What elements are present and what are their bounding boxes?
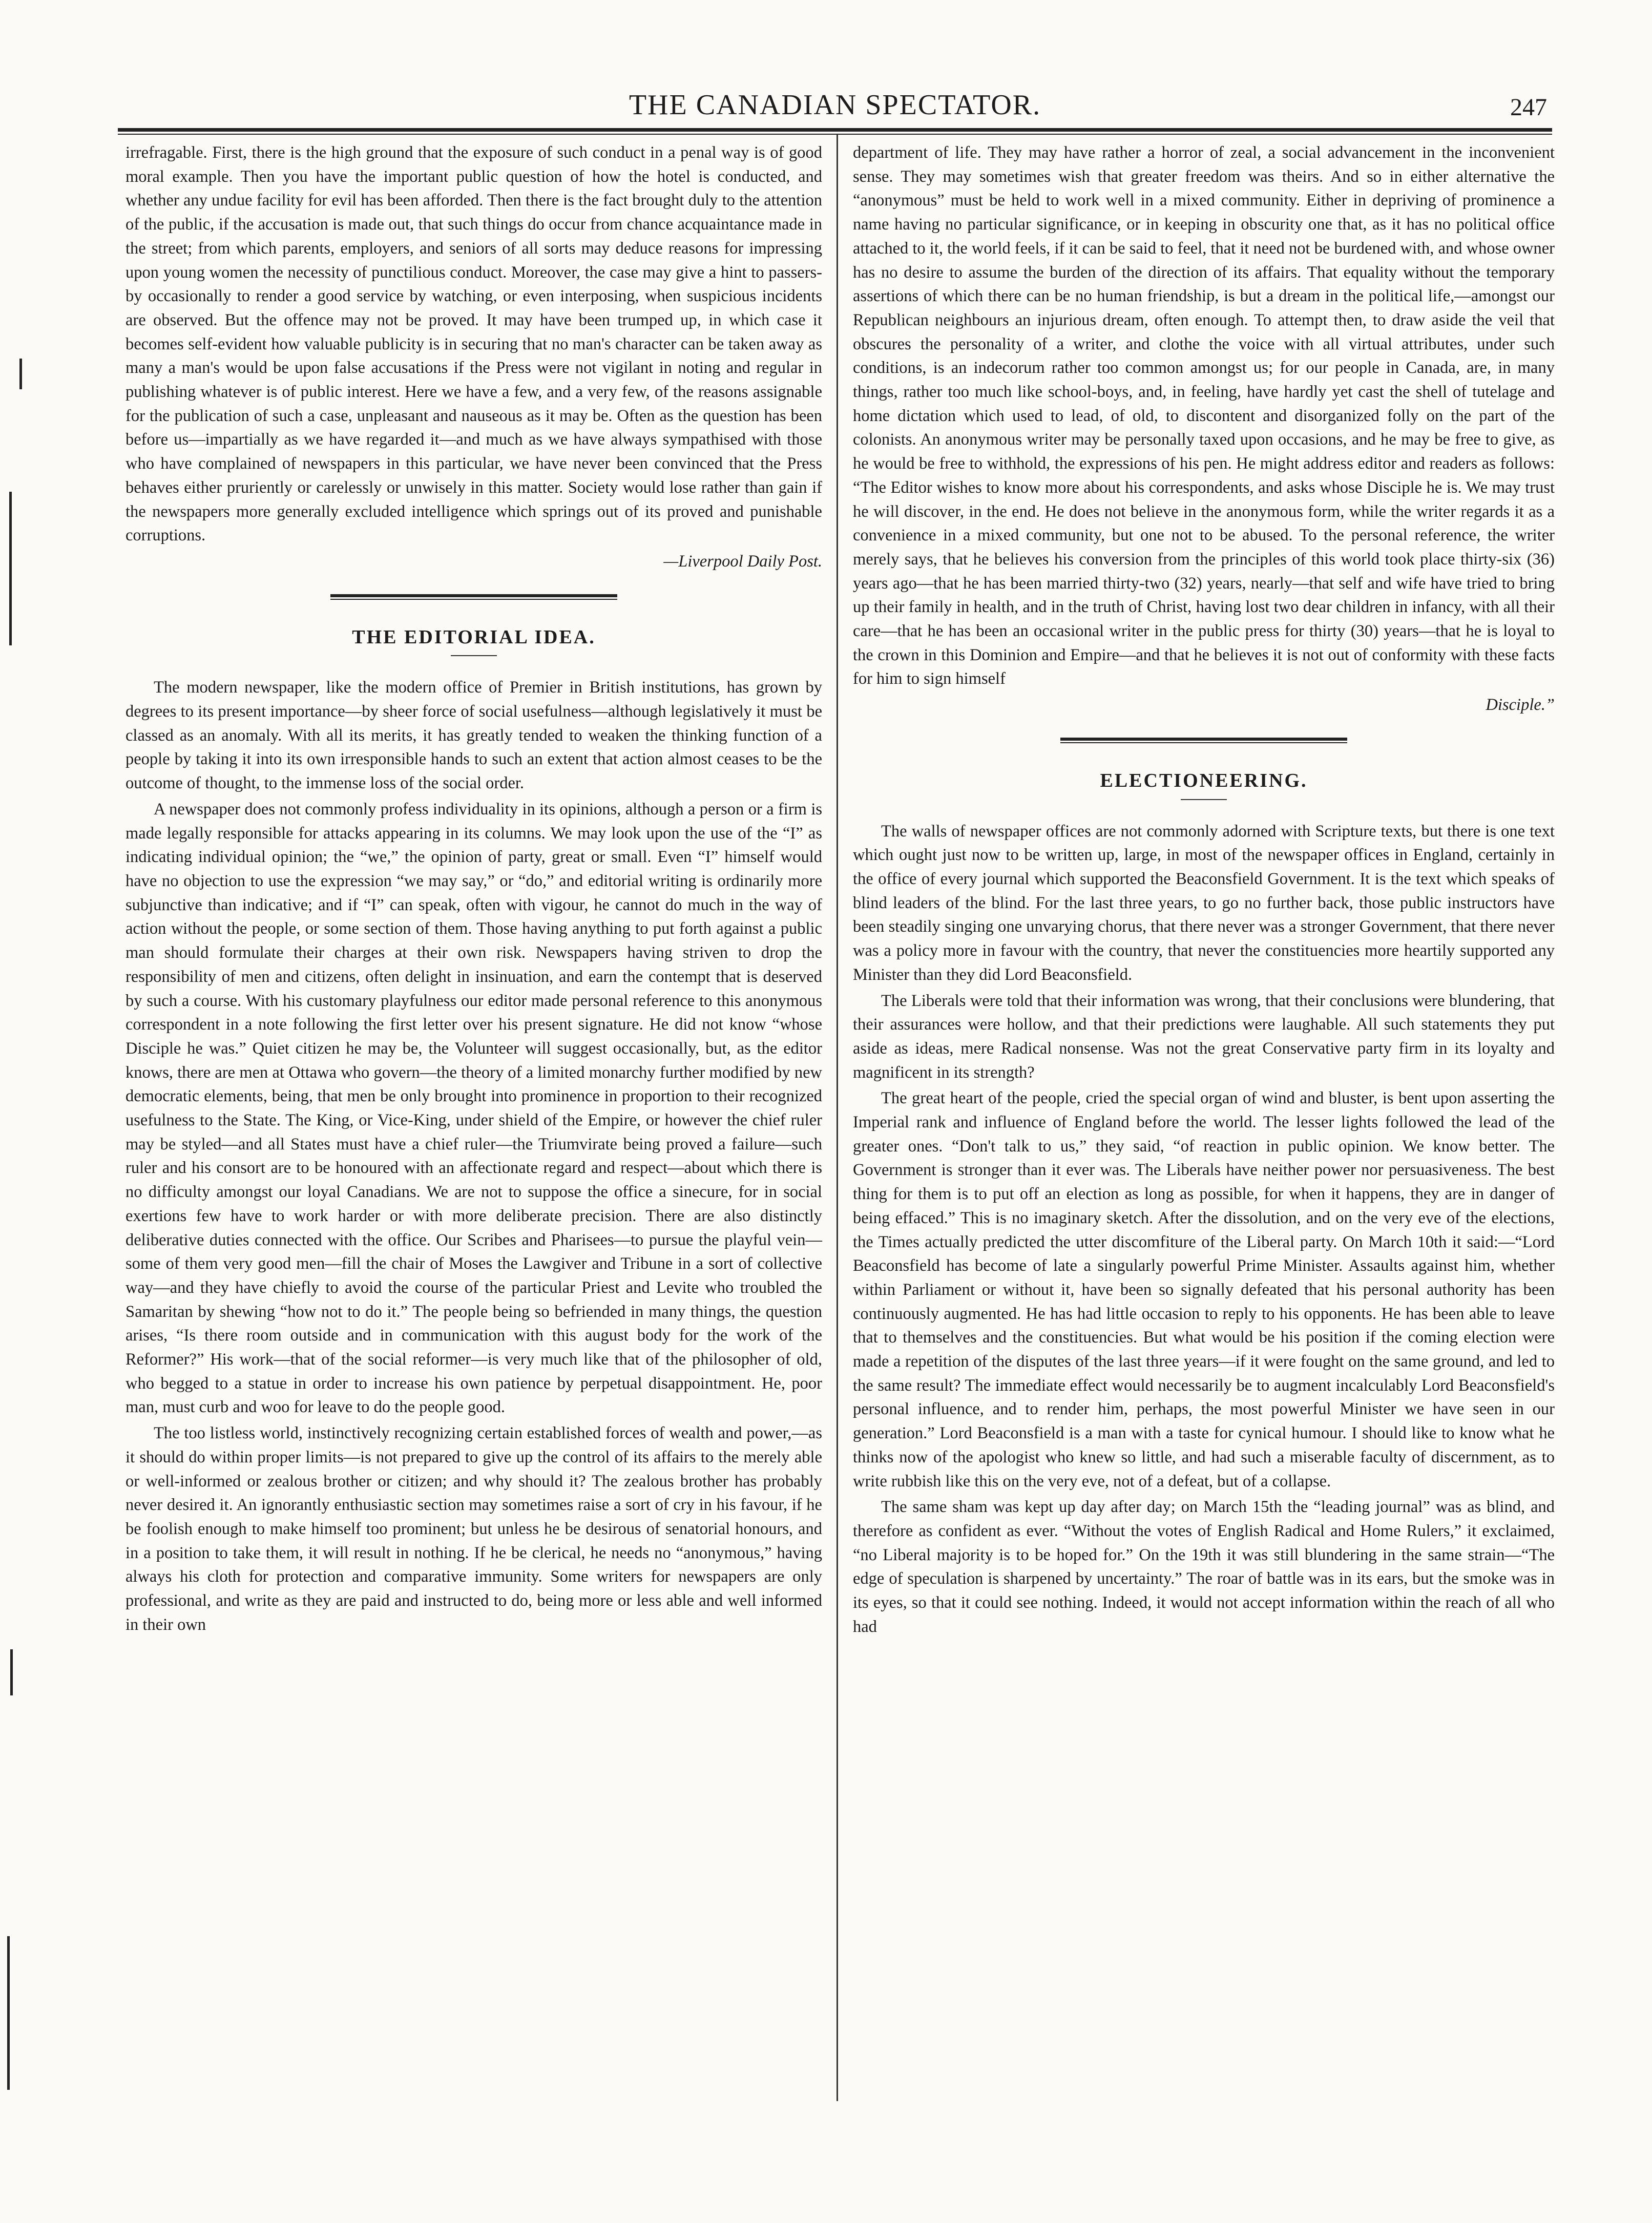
heading-underline xyxy=(1181,799,1227,800)
publication-title: THE CANADIAN SPECTATOR. xyxy=(629,89,1041,121)
article-paragraph: irrefragable. First, there is the high ground that the exposure of such conduct in a penal way is of good moral example. Then you have the important public question of how the hotel is conducted, and whether any undue facility for evil has been afforded. Then there is the fact brought duly to the attention of the public, if the accusation is made out, that such things do occur from chance acquaintance made in the street; from which parents, employers, and seniors of all sorts may deduce reasons for impressing upon young women the necessity of punctilious conduct. Moreover, the case may give a hint to passers-by occasionally to render a good service by watching, or even interposing, when suspicious incidents are observed. But the offence may not be proved. It may have been trumped up, in which case it becomes self-evident how valuable publicity is in securing that no man's character can be taken away as many a man's would be upon false accusations if the Press were not vigilant in noting and regular in publishing whatever is of public interest. Here we have a few, and a very few, of the reasons assignable for the publication of such a case, unpleasant and nauseous as it may be. Often as the question has been before us—impartially as we have regarded it—and much as we have always sympathised with those who have complained of newspapers in this particular, we have never been convinced that the Press behaves either pruriently or carelessly or unwisely in this matter. Society would lose rather than gain if the newspapers more generally excluded intelligence which springs out of its proved and punishable corruptions. xyxy=(126,143,822,545)
article-paragraph: department of life. They may have rather a horror of zeal, a social advancement in the inconvenient sense. They may sometimes wish that greater freedom was theirs. And so in either alternative the “anonymous” must be held to work well in a mixed community. Either in depriving of prominence a name having no particular significance, or in keeping in obscurity one that, as it has no political office attached to it, the world feels, if it can be said to feel, that it need not be burdened with, and whose owner has no desire to assume the burden of the direction of its affairs. That equality without the temporary assertions of which there can be no human friendship, is but a dream in the political life,—amongst our Republican neighbours an injurious dream, often enough. To attempt then, to draw aside the veil that obscures the personality of a writer, and clothe the voice with all virtual attributes, under such conditions, is an indecorum rather too common amongst us; for our people in Canada, are, in many things, rather too much like school-boys, and, in feeling, have hardly yet cast the shell of tutelage and home dictation which used to lead, of old, to discontent and disorganized folly on the part of the colonists. An anonymous writer may be personally taxed upon occasions, and he may be free to give, as he would be free to withhold, the expressions of his pen. He might address editor and readers as follows: “The Editor wishes to know more about his correspondents, and asks whose Disciple he is. We may trust he will discover, in the end. He does not believe in the anonymous form, while the writer regards it as a convenience in a mixed community, but one not to be abused. To the personal reference, the writer merely says, that he believes his conversion from the principles of this world took place thirty-six (36) years ago—that he has been married thirty-two (32) years, nearly—that self and wife have tried to bring up their family in health, and in the truth of Christ, having lost two dear children in infancy, with all their care—that he has been an occasional writer in the public press for thirty (30) years—that he is loyal to the crown in this Dominion and Empire—and that he believes it is not out of conformity with these facts for him to sign himself xyxy=(853,143,1555,688)
section-rule xyxy=(330,594,617,600)
article-paragraph: A newspaper does not commonly profess individuality in its opinions, although a person or a firm is made legally responsible for attacks appearing in its columns. We may look upon the use of the “I” as indicating individual opinion; the “we,” the opinion of party, great or small. Even “I” himself would have no objection to use the expression “we may say,” or “do,” and editorial writing is ordinarily more subjunctive than indicative; and if “I” can speak, often with vigour, he cannot do much in the way of action without the people, or some section of them. Those having anything to put forth against a public man should formulate their charges at their own risk. Newspapers having striven to drop the responsibility of men and citizens, often delight in insinuation, and earn the contempt that is deserved by such a course. With his customary playfulness our editor made personal reference to this anonymous correspondent in a note following the first letter over his present signature. He did not know “whose Disciple he was.” Quiet citizen he may be, the Volunteer will suggest occasionally, but, as the editor knows, there are men at Ottawa who govern—the theory of a limited monarchy further modified by new democratic elements, being, that men be only brought into prominence in proportion to their recognized usefulness to the State. The King, or Vice-King, under shield of the Empire, or however the chief ruler may be styled—and all States must have a chief ruler—the Triumvirate being proved a failure—such ruler and his consort are to be honoured with an affectionate regard and respect—about which there is no difficulty amongst our loyal Canadians. We are not to suppose the office a sinecure, for in social exertions few have to work harder or with more deliberate precision. There are also distinctly deliberative duties connected with the office. Our Scribes and Pharisees—to pursue the playful vein—some of them very good men—fill the chair of Moses the Lawgiver and Tribune in a sort of collective way—and they have chiefly to avoid the course of the particular Priest and Levite who troubled the Samaritan by shewing “how not to do it.” The people being so befriended in many things, the question arises, “Is there room outside and in communication with this august body for the work of the Reformer?” His work—that of the social reformer—is very much like that of the philosopher of old, who begged to a statue in order to increase his own patience by perpetual disappointment. He, poor man, must curb and woo for leave to do the people good. xyxy=(126,800,822,1417)
heading-underline xyxy=(451,655,497,656)
left-column xyxy=(126,141,822,1637)
section-heading-electioneering: ELECTIONEERING. xyxy=(1100,769,1308,791)
margin-mark xyxy=(19,359,22,389)
page-number: 247 xyxy=(1510,94,1547,121)
article-paragraph: The great heart of the people, cried the special organ of wind and bluster, is bent upon asserting the Imperial rank and influence of England before the world. The lesser lights followed the lead of the greater ones. “Don't talk to us,” they said, “of reaction in public opinion. We know better. The Government is stronger than it ever was. The Liberals have neither power nor persuasiveness. The best thing for them is to put off an election as long as possible, for when it happens, they are in danger of being effaced.” This is no imaginary sketch. After the dissolution, and on the very eve of the elections, the Times actually predicted the utter discomfiture of the Liberal party. On March 10th it said:—“Lord Beaconsfield has become of late a singularly powerful Prime Minister. Assaults against him, whether within Parliament or without it, have been so signally defeated that his personal authority has been continuously augmented. He has had little occasion to reply to his opponents. He has been able to leave that to themselves and the constituencies. But what would be his position if the coming election were made a repetition of the disputes of the last three years—if it were fought on the same ground, and led to the same result? The immediate effect would necessarily be to augment incalculably Lord Beaconsfield's personal influence, and to render him, perhaps, the most powerful Minister we have seen in our generation.” Lord Beaconsfield is a man with a taste for cynical humour. I should like to know what he thinks now of the apologist who knew so little, and had such a miserable faculty of discernment, as to write rubbish like this on the very eve, not of a defeat, but of a collapse. xyxy=(853,1089,1555,1491)
article-paragraph: The walls of newspaper offices are not commonly adorned with Scripture texts, but there is one text which ought just now to be written up, large, in most of the newspaper offices in England, certainly in the office of every journal which supported the Beaconsfield Government. It is the text which speaks of blind leaders of the blind. For the last three years, to go no further back, those public instructors have been steadily singing one unvarying chorus, that there never was a stronger Government, that there never was a policy more in favour with the country, that never the constituencies more heartily supported any Minister than they did Lord Beaconsfield. xyxy=(853,822,1555,984)
section-rule xyxy=(1060,738,1347,743)
right-column xyxy=(853,141,1555,1639)
margin-mark xyxy=(10,1649,13,1695)
margin-mark xyxy=(7,1936,10,2090)
article-paragraph: The same sham was kept up day after day; on March 15th the “leading journal” was as blind, and therefore as confident as ever. “Without the votes of English Radical and Home Rulers,” it exclaimed, “no Liberal majority is to be hoped for.” On the 19th it was still blundering in the same strain—“The edge of speculation is sharpened by uncertainty.” The roar of battle was in its ears, but the smoke was in its eyes, so that it could see nothing. Indeed, it would not accept information within the reach of all who had xyxy=(853,1498,1555,1636)
margin-mark xyxy=(9,492,12,645)
article-paragraph: The too listless world, instinctively recognizing certain established forces of wealth and power,—as it should do within proper limits—is not prepared to give up the control of its affairs to the merely able or well-informed or zealous brother or citizen; and why should it? The zealous brother has probably never desired it. An ignorantly enthusiastic section may sometimes raise a sort of cry in his favour, if he be foolish enough to make himself too prominent; but unless he be desirous of senatorial honours, and in a position to take them, it will result in nothing. If he be clerical, he needs no “anonymous,” having always his cloth for protection and comparative immunity. Some writers for newspapers are only professional, and write as they are paid and instructed to do, being more or less able and well informed in their own xyxy=(126,1424,822,1634)
header-rule xyxy=(118,128,1552,135)
signature: Disciple.” xyxy=(1486,696,1555,715)
page-header xyxy=(123,87,1547,128)
column-divider xyxy=(837,134,838,2101)
article-paragraph: The modern newspaper, like the modern office of Premier in British institutions, has grown by degrees to its present importance—by sheer force of social usefulness—although legislatively it must be classed as an anomaly. With all its merits, it has greatly tended to weaken the thinking function of a people by taking it into its own irresponsible hands to such an extent that action almost ceases to be the outcome of thought, to the immense loss of the social order. xyxy=(126,678,822,793)
article-source: —Liverpool Daily Post. xyxy=(663,552,822,571)
section-heading-editorial-idea: THE EDITORIAL IDEA. xyxy=(352,626,596,648)
article-paragraph: The Liberals were told that their information was wrong, that their conclusions were blundering, that their assurances were hollow, and that their predictions were laughable. All such statements they put aside as ideas, mere Radical nonsense. Was not the great Conservative party firm in its loyalty and magnificent in its strength? xyxy=(853,991,1555,1082)
